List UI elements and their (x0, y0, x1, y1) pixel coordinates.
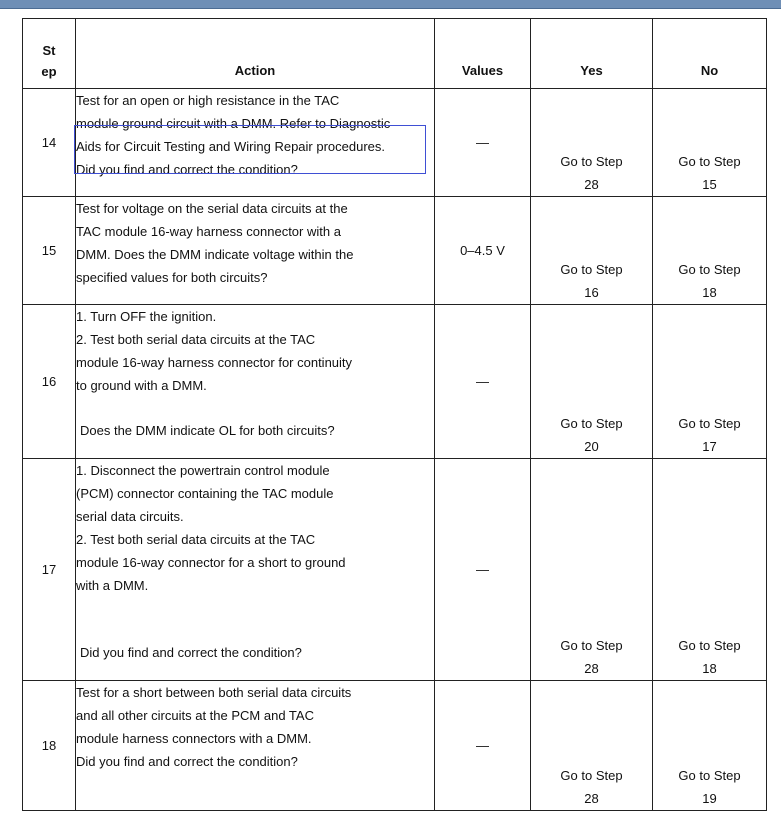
values-cell: — (435, 89, 531, 197)
action-text: 1. Turn OFF the ignition. 2. Test both serial data circuits at the TAC module 16-way harness connector for continuity to ground with a DMM. Does the DMM indicate OL for both circuits? (76, 305, 435, 459)
table-row-step-14 (23, 89, 767, 197)
action-text: Test for an open or high resistance in the TAC module ground circuit with a DMM. Refer to Diagnostic Aids for Circuit Testing and Wiring Repair procedures. Did you find and correct the condition? (76, 89, 435, 197)
header-yes: Yes (531, 19, 653, 89)
no-goto-step-18[interactable]: Go to Step 18 (653, 197, 767, 305)
step-number: 18 (23, 681, 76, 811)
header-no: No (653, 19, 767, 89)
yes-goto-step-28[interactable]: Go to Step 28 (531, 681, 653, 811)
yes-goto-step-28[interactable]: Go to Step 28 (531, 89, 653, 197)
no-goto-step-15[interactable]: Go to Step 15 (653, 89, 767, 197)
no-goto-step-18[interactable]: Go to Step 18 (653, 459, 767, 681)
header-action: Action (76, 19, 435, 89)
table-row-step-18 (23, 681, 767, 811)
action-text: 1. Disconnect the powertrain control module (PCM) connector containing the TAC module serial data circuits. 2. Test both serial data circuits at the TAC module 16-way connector for a short to ground with a DMM. Did you find and correct the condition? (76, 459, 435, 681)
step-number: 17 (23, 459, 76, 681)
diagnostic-steps-table (22, 18, 767, 811)
window-top-bar (0, 0, 781, 9)
values-cell: — (435, 459, 531, 681)
table-row-step-15 (23, 197, 767, 305)
yes-goto-step-16[interactable]: Go to Step 16 (531, 197, 653, 305)
step-number: 15 (23, 197, 76, 305)
table-row-step-16 (23, 305, 767, 459)
action-text: Test for voltage on the serial data circuits at the TAC module 16-way harness connector with a DMM. Does the DMM indicate voltage within the specified values for both circuits? (76, 197, 435, 305)
no-goto-step-17[interactable]: Go to Step 17 (653, 305, 767, 459)
no-goto-step-19[interactable]: Go to Step 19 (653, 681, 767, 811)
step-number: 16 (23, 305, 76, 459)
values-cell: 0–4.5 V (435, 197, 531, 305)
table-row-step-17 (23, 459, 767, 681)
yes-goto-step-28[interactable]: Go to Step 28 (531, 459, 653, 681)
header-values: Values (435, 19, 531, 89)
header-step: St ep (23, 19, 76, 89)
action-text: Test for a short between both serial data circuits and all other circuits at the PCM and TAC module harness connectors with a DMM. Did you find and correct the condition? (76, 681, 435, 811)
step-number: 14 (23, 89, 76, 197)
values-cell: — (435, 305, 531, 459)
values-cell: — (435, 681, 531, 811)
table-header-row (23, 19, 767, 89)
yes-goto-step-20[interactable]: Go to Step 20 (531, 305, 653, 459)
